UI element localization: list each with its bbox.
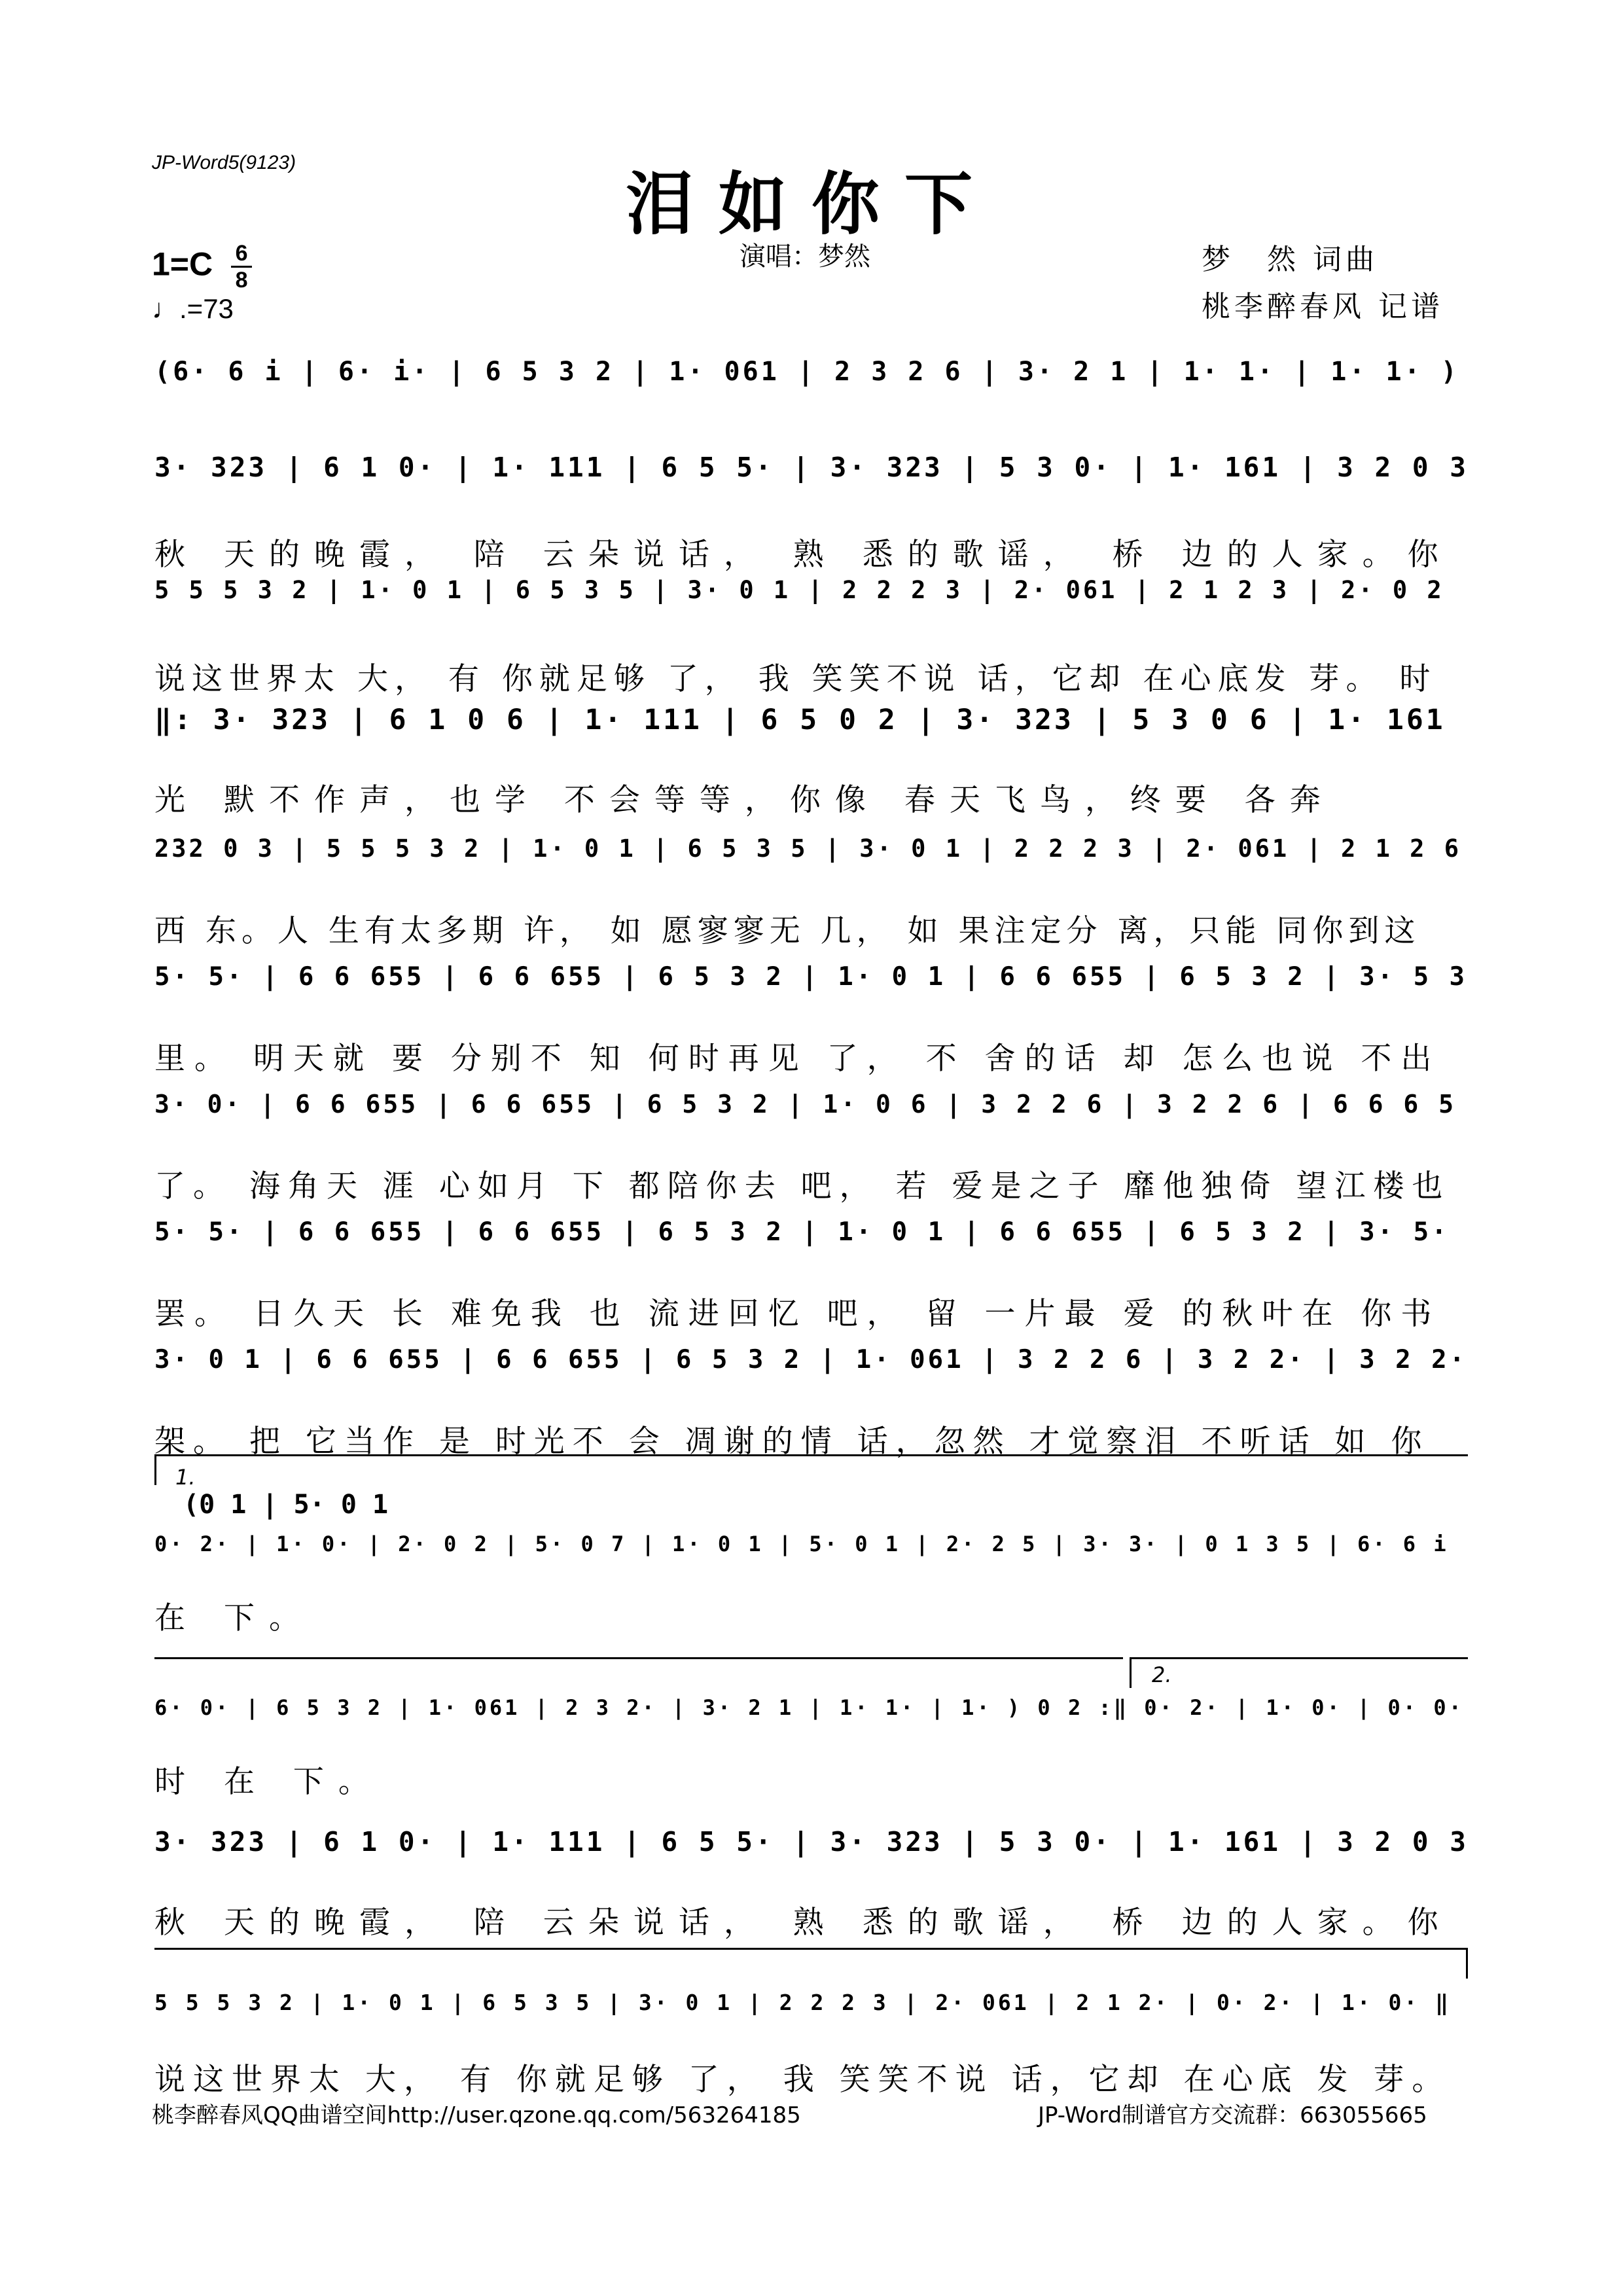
- lyric-line: 光 默不作声，也学 不会等等，你像 春天飞鸟，终要 各奔: [154, 782, 1335, 818]
- lyric-line: 秋 天的晚霞， 陪 云朵说话， 熟 悉的歌谣， 桥 边的人家。你: [154, 537, 1453, 573]
- key-label: 1=C: [152, 245, 213, 283]
- song-title: 泪如你下: [625, 164, 997, 244]
- transcriber-credit: 桃李醉春风 记谱: [1202, 290, 1444, 323]
- section-bracket: [154, 1657, 1123, 1688]
- lyric-line: 秋 天的晚霞， 陪 云朵说话， 熟 悉的歌谣， 桥 边的人家。你: [154, 1905, 1453, 1941]
- lyric-line: 说这世界太 大， 有 你就足够 了， 我 笑笑不说 话，它却 在心底 发 芽。: [154, 2062, 1451, 2098]
- key-signature: [152, 242, 252, 291]
- singer-credit: 演唱：梦然: [740, 242, 870, 272]
- lyric-line: 在 下。: [154, 1600, 314, 1636]
- lyric-line: 了。 海角天 涯 心如月 下 都陪你去 吧， 若 爱是之子 靡他独倚 望江楼也: [154, 1168, 1451, 1204]
- lyric-line: 罢。 日久天 长 难免我 也 流进回忆 吧， 留 一片最 爱 的秋叶在 你书: [154, 1296, 1441, 1332]
- ending-1-bracket: [154, 1454, 1468, 1485]
- lyric-line: 说这世界太 大， 有 你就足够 了， 我 笑笑不说 话，它却 在心底发 芽。 时: [154, 661, 1437, 697]
- coda-bracket: [154, 1948, 1468, 1979]
- lyric-line: 架。 把 它当作 是 时光不 会 凋谢的情 话，忽然 才觉察泪 不听话 如 你: [154, 1424, 1430, 1460]
- footer-right: JP-Word制谱官方交流群：663055665: [1038, 2102, 1427, 2128]
- meter-bottom: 8: [235, 268, 248, 293]
- software-watermark: JP-Word5(9123): [152, 152, 296, 173]
- ending-2-label: 2.: [1152, 1662, 1172, 1687]
- ending-1-label: 1.: [175, 1465, 196, 1490]
- ending-2-bracket: [1130, 1657, 1468, 1688]
- meter-top: 6: [235, 241, 248, 266]
- lyric-line: 西 东。人 生有太多期 许， 如 愿寥寥无 几， 如 果注定分 离，只能 同你到这: [154, 913, 1421, 949]
- lyricist-composer-credit: 梦 然 词曲: [1202, 243, 1378, 276]
- time-signature: [231, 242, 252, 291]
- lyric-line: 里。 明天就 要 分别不 知 何时再见 了， 不 舍的话 却 怎么也说 不出: [154, 1041, 1441, 1077]
- ending-1-alt-notes: (0 1 | 5· 0 1: [183, 1490, 389, 1520]
- tempo-marking: ♩.=73: [152, 293, 234, 324]
- lyric-line: 时 在 下。: [154, 1764, 383, 1800]
- footer-left: 桃李醉春风QQ曲谱空间http://user.qzone.qq.com/563264185: [152, 2102, 801, 2128]
